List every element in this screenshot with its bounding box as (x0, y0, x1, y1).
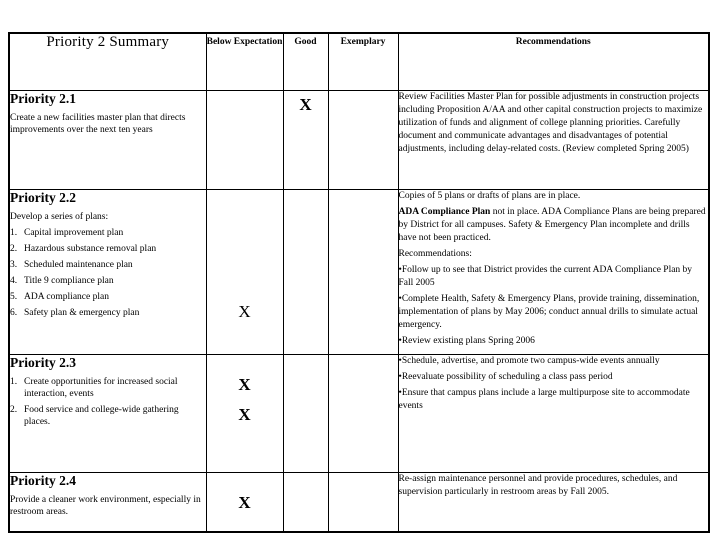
recommendation-bullet: •Ensure that campus plans include a large multipurpose site to accommodate events (398, 387, 690, 411)
list-item (10, 307, 206, 319)
col-exemplary: Exemplary (328, 33, 398, 90)
priority-title: Priority 2.4 (10, 472, 76, 488)
item-text: Title 9 compliance plan (24, 275, 114, 286)
list-item (10, 227, 206, 239)
item-number: 1. (10, 376, 18, 387)
table-row (9, 472, 709, 532)
good-cell (283, 354, 328, 472)
item-number: 5. (10, 291, 18, 302)
rating-mark: X (299, 94, 312, 114)
item-number: 6. (10, 307, 18, 318)
rating-mark: X (238, 374, 251, 394)
recommendations-cell (398, 189, 709, 354)
exemplary-cell (328, 472, 398, 532)
priority-description: Develop a series of plans: (10, 211, 109, 222)
item-number: 3. (10, 259, 18, 270)
table-row (9, 354, 709, 472)
item-text: Create opportunities for increased social interaction, events (24, 376, 178, 399)
exemplary-cell (328, 189, 398, 354)
priority-description: Create a new facilities master plan that directs improvements over the next ten years (10, 112, 186, 135)
priority-description: Provide a cleaner work environment, especially in restroom areas. (10, 494, 201, 517)
list-item (10, 376, 206, 400)
list-item (10, 404, 206, 428)
recommendation-bullet: •Schedule, advertise, and promote two campus-wide events annually (398, 355, 660, 366)
item-number: 1. (10, 227, 18, 238)
priority-cell (9, 90, 206, 189)
recommendation-text: Re-assign maintenance personnel and provide procedures, schedules, and supervision particularly in restroom areas by Fall 2005. (398, 473, 678, 497)
priority-cell (9, 189, 206, 354)
col-good: Good (283, 33, 328, 90)
item-text: Capital improvement plan (24, 227, 124, 238)
list-item (10, 243, 206, 255)
recommendation-bullet: •Reevaluate possibility of scheduling a class pass period (398, 371, 613, 382)
recommendation-status (399, 206, 709, 245)
rating-mark: X (238, 404, 251, 424)
rating-mark: X (238, 301, 251, 321)
list-item (10, 259, 206, 271)
item-number: 2. (10, 243, 18, 254)
good-cell (283, 472, 328, 532)
item-number: 4. (10, 275, 18, 286)
recommendations-cell (398, 90, 709, 189)
exemplary-cell (328, 90, 398, 189)
recommendation-intro: Copies of 5 plans or drafts of plans are in place. (398, 190, 581, 201)
table-title: Priority 2 Summary (9, 33, 206, 90)
priority-title: Priority 2.1 (10, 90, 76, 106)
table-row (9, 90, 709, 189)
good-cell (283, 90, 328, 189)
recommendations-label: Recommendations: (398, 248, 472, 259)
exemplary-cell (328, 354, 398, 472)
priority-cell (9, 354, 206, 472)
item-text: ADA compliance plan (24, 291, 109, 302)
recommendations-cell (398, 354, 709, 472)
item-text: Scheduled maintenance plan (24, 259, 133, 270)
item-number: 2. (10, 404, 18, 415)
good-cell (283, 189, 328, 354)
below-expectation-cell (206, 90, 283, 189)
table-row (9, 189, 709, 354)
below-expectation-cell (206, 472, 283, 532)
goal-list (10, 376, 206, 428)
ada-plan-label: ADA Compliance Plan (398, 206, 491, 217)
item-text: Food service and college-wide gathering places. (24, 404, 179, 427)
recommendation-text: Review Facilities Master Plan for possible adjustments in construction projects including Proposition A/AA and other capital construction projects to maximize utilization of funds and alignment of college planning priorities. Carefully document and communicate advantages and disadvantages of potential adjustments, including delay-related costs. (Review completed Spring 2005) (398, 91, 703, 154)
item-text: Hazardous substance removal plan (24, 243, 157, 254)
recommendations-cell (398, 472, 709, 532)
item-text: Safety plan & emergency plan (24, 307, 140, 318)
col-below-expectation: Below Expectation (206, 33, 283, 90)
priority-title: Priority 2.2 (10, 189, 76, 205)
priority-title: Priority 2.3 (10, 354, 76, 370)
rating-mark: X (238, 492, 251, 512)
below-expectation-cell (206, 354, 283, 472)
below-expectation-cell (206, 189, 283, 354)
col-recommendations: Recommendations (398, 33, 709, 90)
list-item (10, 275, 206, 287)
ada-plan-status: not in place. ADA Compliance Plans are being prepared by District for all campuses. Safety & Emergency Plan incomplete and drills have not been practiced. (398, 206, 706, 243)
recommendation-bullet: •Complete Health, Safety & Emergency Plans, provide training, dissemination, implementation of plans by May 2006; conduct annual drills to simulate actual emergency. (398, 293, 700, 330)
plan-list (10, 227, 206, 319)
priority-cell (9, 472, 206, 532)
recommendation-bullet: •Review existing plans Spring 2006 (398, 335, 535, 346)
recommendation-bullet: •Follow up to see that District provides the current ADA Compliance Plan by Fall 2005 (398, 264, 693, 288)
header-row (9, 33, 709, 90)
priority-2-summary-table (8, 32, 710, 533)
list-item (10, 291, 206, 303)
